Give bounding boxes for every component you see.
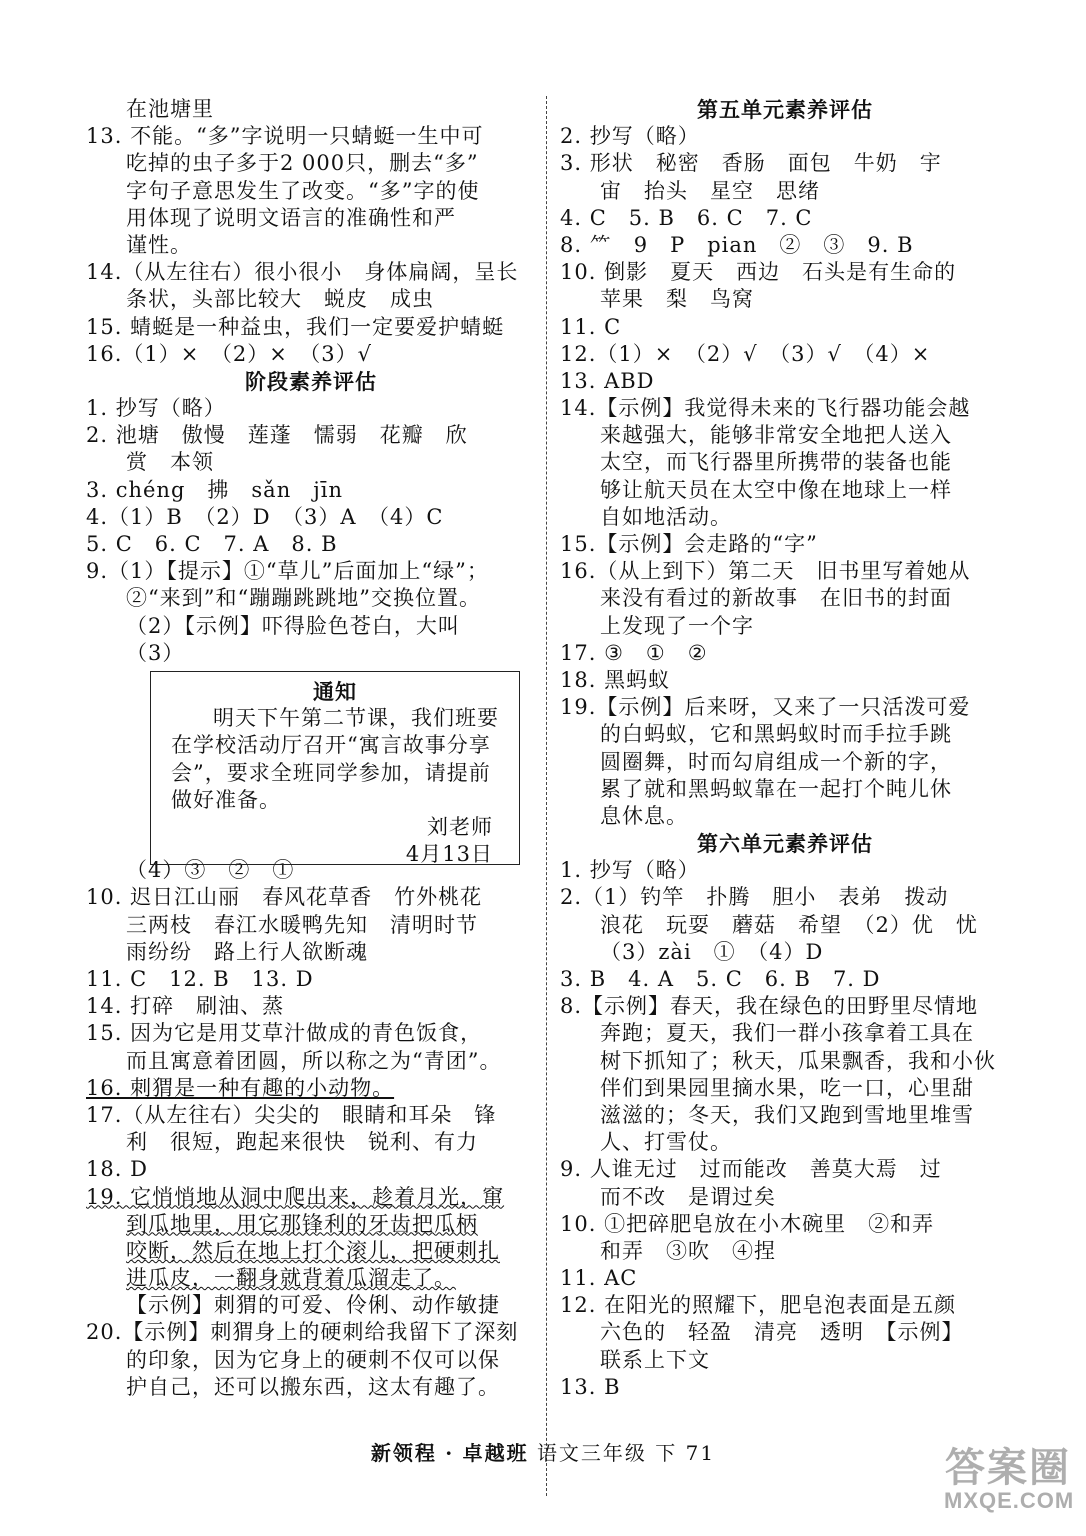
watermark-bottom: MXQE.COM <box>944 1488 1075 1513</box>
answer-line <box>86 96 536 123</box>
answer-text: 3. 形状 秘密 香肠 面包 牛奶 宇 <box>560 151 942 176</box>
answer-line <box>560 205 1010 232</box>
answer-line <box>560 939 1010 966</box>
answer-text: 三两枝 春江水暖鸭先知 清明时节 <box>126 912 478 937</box>
answer-text: 11. C 12. B 13. D <box>86 967 314 991</box>
answer-text: 的白蚂蚁，它和黑蚂蚁时而手拉手跳 <box>600 722 952 747</box>
notice-signature: 刘老师 <box>427 815 493 840</box>
answer-text: 1. 抄写（略） <box>560 858 700 883</box>
answer-text: 15.【示例】会走路的“字” <box>560 532 818 556</box>
answer-line <box>86 966 536 993</box>
answer-line <box>86 1238 536 1265</box>
answer-line <box>86 504 536 531</box>
answer-text: 和弄 ③吹 ④捏 <box>600 1238 776 1263</box>
answer-line <box>560 1129 1010 1156</box>
answer-line <box>560 178 1010 205</box>
answer-line <box>560 531 1010 558</box>
answer-text: 17. ③ ① ② <box>560 640 708 665</box>
answer-line <box>86 939 536 966</box>
answer-text: 2. 池塘 傲慢 莲蓬 懦弱 花瓣 欣 <box>86 423 468 448</box>
watermark-top: 答案圈 <box>945 1446 1071 1490</box>
answer-text: 雨纷纷 路上行人欲断魂 <box>126 939 368 964</box>
answer-line <box>86 232 536 259</box>
answer-line <box>86 205 536 232</box>
answer-line <box>86 477 536 504</box>
answer-text: 自如地活动。 <box>600 504 732 529</box>
answer-text: 20.【示例】刺猬身上的硬刺给我留下了深刻 <box>86 1320 519 1345</box>
answer-text: 15. 蜻蜓是一种益虫，我们一定要爱护蜻蜓 <box>86 314 505 339</box>
answer-line <box>86 449 536 476</box>
page-footer <box>0 1437 1086 1466</box>
answer-text: 护自己，还可以搬东西，这太有趣了。 <box>126 1374 500 1399</box>
answer-text: 17.（从左往右）尖尖的 眼睛和耳朵 锋 <box>86 1102 497 1127</box>
answer-line <box>560 422 1010 449</box>
answer-text: 12.（1）× （2）√ （3）√ （4）× <box>560 341 931 366</box>
answer-line <box>86 178 536 205</box>
answer-text: 宙 抬头 星空 思绪 <box>600 178 820 203</box>
answer-text: 10. 迟日江山丽 春风花草香 竹外桃花 <box>86 885 483 910</box>
answer-text: 3. B 4. A 5. C 6. B 7. D <box>560 967 881 991</box>
answer-text: 11. AC <box>560 1266 638 1291</box>
answer-line <box>560 150 1010 177</box>
answer-line <box>86 314 536 341</box>
answer-line <box>560 1156 1010 1183</box>
answer-text: 利 很短，跑起来很快 锐利、有力 <box>126 1130 478 1155</box>
answer-line <box>560 232 1010 259</box>
answer-text: 来没有看过的新故事 在旧书的封面 <box>600 586 952 611</box>
answer-line <box>560 558 1010 585</box>
answer-text: 阶段素养评估 <box>245 368 377 394</box>
answer-text: （3）zài ① （4）D <box>600 939 824 964</box>
answer-text: 息休息。 <box>600 803 688 828</box>
answer-text: 苹果 梨 鸟窝 <box>600 287 754 312</box>
answer-text: 8. ⺮ 9 P pian ② ③ 9. B <box>560 232 914 257</box>
answer-line <box>86 341 536 368</box>
answer-line <box>560 1211 1010 1238</box>
answer-text: 13. 不能。“多”字说明一只蜻蜓一生中可 <box>86 124 484 149</box>
answer-line <box>560 259 1010 286</box>
answer-line <box>86 259 536 286</box>
answer-line <box>86 912 536 939</box>
answer-text: 用体现了说明文语言的准确性和严 <box>126 205 456 230</box>
answer-line <box>560 966 1010 993</box>
answer-text: 来越强大，能够非常安全地把人送入 <box>600 423 952 448</box>
answer-line <box>560 1184 1010 1211</box>
answer-line <box>560 341 1010 368</box>
answer-text: 14.（从左往右）很小很小 身体扁阔，呈长 <box>86 260 519 285</box>
answer-text: 18. D <box>86 1157 148 1182</box>
answer-text: 字句子意思发生了改变。“多”字的使 <box>126 178 480 203</box>
answer-text: 9.（1）【提示】①“草儿”后面加上“绿”； <box>86 559 489 584</box>
answer-line <box>560 1319 1010 1346</box>
answer-line <box>86 613 536 640</box>
answer-line <box>86 1102 536 1129</box>
section-heading <box>86 368 536 395</box>
notice-body: 明天下午第二节课，我们班要在学校活动厅召开“寓言故事分享会”，要求全班同学参加，请提前做好准备。 <box>171 706 499 812</box>
answer-text: 而不改 是谓过矣 <box>600 1184 776 1209</box>
footer-separator: · <box>445 1441 455 1465</box>
answer-text: （4）③ ② ① <box>126 858 295 883</box>
answer-text: 的印象，因为它身上的硬刺不仅可以保 <box>126 1347 500 1372</box>
answer-text: 18. 黑蚂蚁 <box>560 667 671 692</box>
answer-line <box>560 613 1010 640</box>
answer-line <box>560 694 1010 721</box>
answer-text: 赏 本领 <box>126 450 214 475</box>
answer-text: 吃掉的虫子多于2 000只，删去“多” <box>126 151 479 176</box>
answer-line <box>86 395 536 422</box>
answer-line <box>86 993 536 1020</box>
answer-text: 11. C <box>560 314 622 339</box>
answer-line <box>86 1156 536 1183</box>
answer-line <box>86 1211 536 1238</box>
section-heading <box>560 830 1010 857</box>
answer-line <box>86 1319 536 1346</box>
answer-text: 进瓜皮，一翻身就背着瓜溜走了。 <box>126 1266 456 1291</box>
answer-text: 条状，头部比较大 蜕皮 成虫 <box>126 287 434 312</box>
answer-text: 10. ①把碎肥皂放在小木碗里 ②和弄 <box>560 1211 935 1236</box>
answer-text: 19.【示例】后来呀，又来了一只活泼可爱 <box>560 695 971 720</box>
answer-text: 奔跑；夏天，我们一群小孩拿着工具在 <box>600 1021 974 1046</box>
answer-text: 咬断，然后在地上打个滚儿，把硬刺扎 <box>126 1238 500 1263</box>
answer-text: 2. 抄写（略） <box>560 124 700 149</box>
footer-series: 卓越班 <box>462 1441 529 1465</box>
answer-line <box>560 1020 1010 1047</box>
column-divider <box>546 96 547 1496</box>
answer-text: 圆圈舞，时而勾肩组成一个新的字， <box>600 749 952 774</box>
answer-text: 4. C 5. B 6. C 7. C <box>560 205 813 230</box>
answer-line <box>560 667 1010 694</box>
notice-title: 通知 <box>313 679 357 704</box>
answer-text: 伴们到果园里摘水果，吃一口，心里甜 <box>600 1075 974 1100</box>
answer-line <box>86 1048 536 1075</box>
answer-text: 10. 倒影 夏天 西边 石头是有生命的 <box>560 260 957 285</box>
notice-date: 4月13日 <box>405 842 493 867</box>
answer-text: 树下抓知了；秋天，瓜果飘香，我和小伙 <box>600 1048 996 1073</box>
answer-line <box>560 884 1010 911</box>
answer-text: 而且寓意着团圆，所以称之为“青团”。 <box>126 1048 502 1073</box>
answer-text: 谨性。 <box>126 232 192 257</box>
answer-text: 人、打雪仗。 <box>600 1130 732 1155</box>
answer-text: 13. ABD <box>560 368 655 393</box>
answer-line <box>560 776 1010 803</box>
answer-line <box>86 1020 536 1047</box>
answer-line <box>560 449 1010 476</box>
answer-line <box>560 1048 1010 1075</box>
answer-line <box>86 585 536 612</box>
answer-line <box>560 1102 1010 1129</box>
answer-line <box>560 993 1010 1020</box>
answer-line <box>560 640 1010 667</box>
answer-text: 1. 抄写（略） <box>86 396 226 421</box>
notice-box <box>150 671 520 865</box>
answer-line <box>560 477 1010 504</box>
answer-line <box>560 314 1010 341</box>
answer-line <box>86 422 536 449</box>
answer-line <box>86 150 536 177</box>
answer-text: 12. 在阳光的照耀下，肥皂泡表面是五颜 <box>560 1293 957 1318</box>
answer-text: 联系上下文 <box>600 1347 710 1372</box>
answer-text: 14. 打碎 刷油、蒸 <box>86 994 285 1019</box>
answer-line <box>560 857 1010 884</box>
answer-text: ②“来到”和“蹦蹦跳跳地”交换位置。 <box>126 586 481 611</box>
answer-text: 3. chéng 拂 sǎn jīn <box>86 477 343 502</box>
answer-text: 太空，而飞行器里所携带的装备也能 <box>600 450 952 475</box>
answer-line <box>560 803 1010 830</box>
answer-line <box>86 884 536 911</box>
answer-text: 第五单元素养评估 <box>697 97 873 122</box>
footer-term: 下 <box>655 1441 678 1465</box>
answer-line <box>86 1184 536 1211</box>
answer-line <box>560 721 1010 748</box>
answer-line <box>86 1265 536 1292</box>
answer-line <box>86 123 536 150</box>
answer-line <box>86 531 536 558</box>
footer-brand: 新领程 <box>370 1441 437 1465</box>
answer-line <box>86 1347 536 1374</box>
answer-text: 4.（1）B （2）D （3）A （4）C <box>86 504 444 529</box>
answer-text: 16.（1）× （2）× （3）√ <box>86 341 373 366</box>
answer-line <box>86 1292 536 1319</box>
answer-line <box>86 640 536 667</box>
answer-line <box>560 395 1010 422</box>
answer-line <box>560 1374 1010 1401</box>
answer-text: （2）【示例】吓得脸色苍白，大叫 <box>126 613 460 638</box>
answer-line <box>560 1238 1010 1265</box>
answer-line <box>560 749 1010 776</box>
answer-text: 在池塘里 <box>126 97 214 121</box>
answer-line <box>560 123 1010 150</box>
answer-text: 15. 因为它是用艾草汁做成的青色饭食， <box>86 1021 483 1046</box>
answer-text: 5. C 6. C 7. A 8. B <box>86 532 338 556</box>
answer-text: 19. 它悄悄地从洞中爬出来，趁着月光，窜 <box>86 1184 505 1209</box>
answer-text: 第六单元素养评估 <box>697 831 873 857</box>
answer-line <box>86 1374 536 1401</box>
answer-line <box>560 368 1010 395</box>
answer-line <box>560 286 1010 313</box>
answer-line <box>86 1129 536 1156</box>
answer-line <box>560 504 1010 531</box>
answer-text: 浪花 玩耍 蘑菇 希望 （2）优 忧 <box>600 912 978 937</box>
answer-line <box>560 1347 1010 1374</box>
answer-text: 够让航天员在太空中像在地球上一样 <box>600 477 952 502</box>
section-heading <box>560 96 1010 123</box>
answer-line <box>86 558 536 585</box>
answer-text: 六色的 轻盈 清亮 透明 【示例】 <box>600 1320 964 1345</box>
answer-line <box>560 1292 1010 1319</box>
answer-text: 滋滋的；冬天，我们又跑到雪地里堆雪 <box>600 1102 974 1127</box>
answer-line <box>560 912 1010 939</box>
answer-text: 2.（1）钓竿 扑腾 胆小 表弟 拨动 <box>560 885 949 910</box>
answer-line <box>560 585 1010 612</box>
answer-line <box>560 1075 1010 1102</box>
answer-text: （3） <box>126 640 185 665</box>
answer-text: 16.（从上到下）第二天 旧书里写着她从 <box>560 559 971 584</box>
answer-text: 14.【示例】我觉得未来的飞行器功能会越 <box>560 396 971 421</box>
answer-text: 16. 刺猬是一种有趣的小动物。 <box>86 1075 395 1100</box>
answer-line <box>560 1265 1010 1292</box>
watermark-logo <box>944 1446 1075 1522</box>
answer-text: 13. B <box>560 1374 621 1399</box>
answer-text: 8.【示例】春天，我在绿色的田野里尽情地 <box>560 994 979 1019</box>
right-column <box>560 96 1010 1401</box>
answer-text: 上发现了一个字 <box>600 613 754 638</box>
answer-line <box>86 1075 536 1102</box>
answer-text: 【示例】刺猬的可爱、伶俐、动作敏捷 <box>126 1293 500 1318</box>
page-number: 71 <box>685 1441 716 1465</box>
answer-text: 9. 人谁无过 过而能改 善莫大焉 过 <box>560 1157 942 1182</box>
footer-subject: 语文三年级 <box>536 1441 647 1465</box>
answer-text: 累了就和黑蚂蚁靠在一起打个盹儿休 <box>600 776 952 801</box>
answer-text: 到瓜地里，用它那锋利的牙齿把瓜柄 <box>126 1211 478 1236</box>
answer-line <box>86 286 536 313</box>
